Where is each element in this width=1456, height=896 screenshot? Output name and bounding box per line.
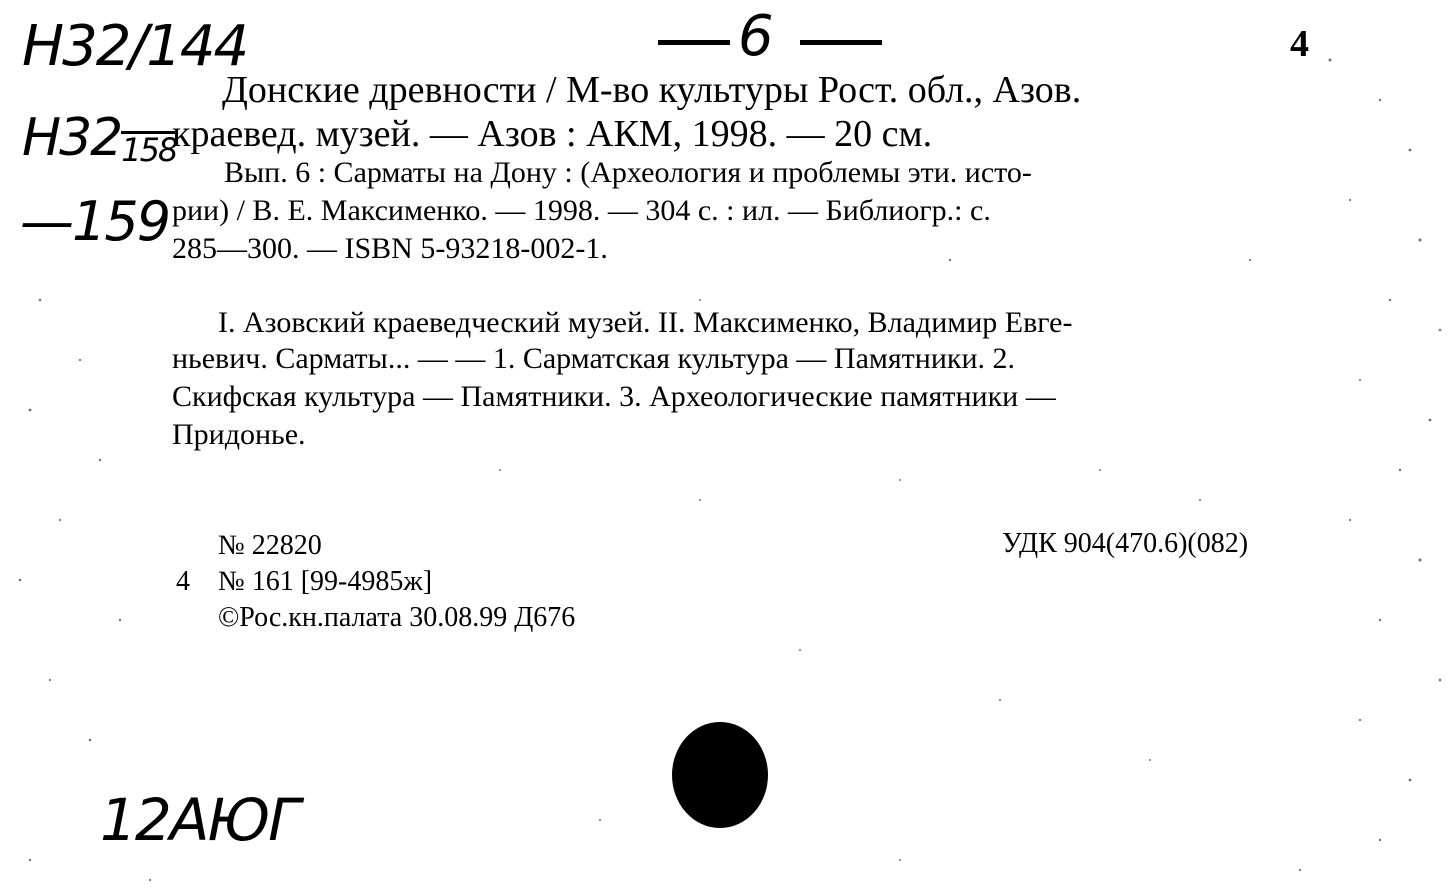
title-line-1: Донские древности / М-во культуры Рост. обл., Азов. — [222, 69, 1082, 111]
subject-line-2: ньевич. Сарматы... — — 1. Сарматская культура — Памятники. 2. — [172, 342, 1016, 375]
subject-line-3: Скифская культура — Памятники. 3. Археологические памятники — — [172, 380, 1056, 413]
card-number: 4 — [1290, 23, 1309, 65]
order-number: № 161 [99-4985ж] — [218, 566, 433, 597]
volume-line-2: рии) / В. Е. Максименко. — 1998. — 304 с. : ил. — Библиогр.: с. — [172, 194, 991, 227]
page-dash-left — [658, 40, 730, 45]
handwritten-shelf-mark-2 — [22, 108, 176, 168]
handwritten-shelf-mark-2-main: Н32 — [22, 108, 122, 168]
publisher-stamp: ©Рос.кн.палата 30.08.99 Д676 — [218, 602, 576, 633]
subject-line-4: Придонье. — [172, 418, 306, 451]
punch-hole — [672, 722, 768, 828]
handwritten-shelf-mark-3: —159 — [20, 190, 170, 253]
volume-line-3: 285—300. — ISBN 5-93218-002-1. — [172, 232, 608, 265]
subject-line-1: I. Азовский краеведческий музей. II. Максименко, Владимир Евге- — [218, 306, 1073, 339]
title-line-2: краевед. музей. — Азов : АКМ, 1998. — 20 см. — [172, 113, 933, 155]
volume-line-1: Вып. 6 : Сарматы на Дону : (Археология и проблемы эти. исто- — [224, 156, 1032, 189]
handwritten-shelf-mark-2-sub: 158 — [121, 131, 177, 169]
page-dash-right — [800, 40, 882, 45]
handwritten-bottom-mark: 12АЮГ — [100, 786, 299, 854]
handwritten-page-number: 6 — [738, 4, 772, 69]
order-prefix: 4 — [176, 566, 190, 597]
udk-code: УДК 904(470.6)(082) — [1002, 528, 1249, 559]
handwritten-shelf-mark-1: Н32/144 — [22, 14, 248, 79]
accession-number: № 22820 — [218, 530, 322, 561]
